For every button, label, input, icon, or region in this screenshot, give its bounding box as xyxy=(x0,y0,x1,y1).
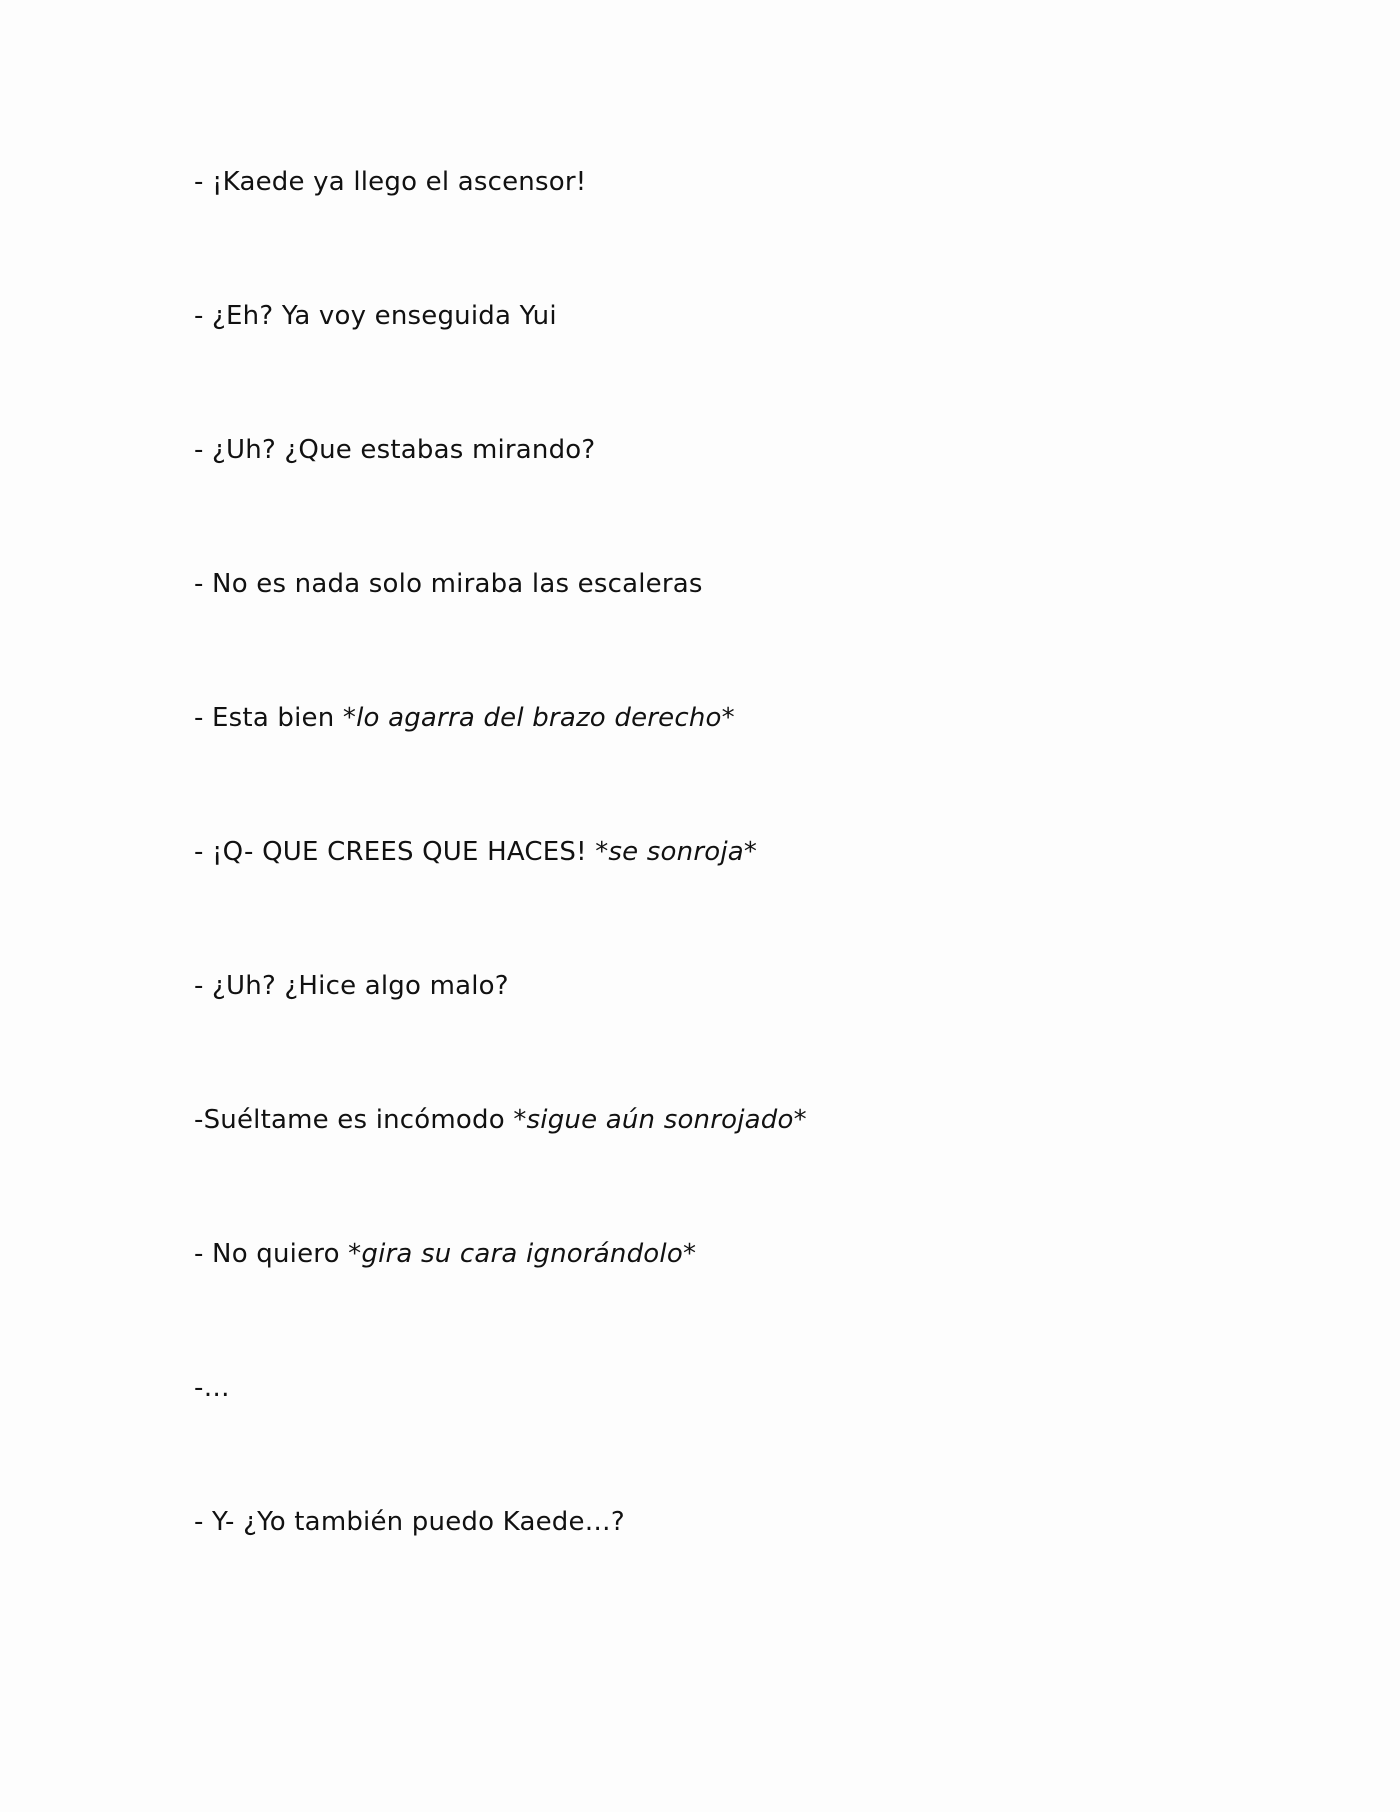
dialogue-line xyxy=(194,299,557,333)
stage-direction: *se sonroja* xyxy=(595,837,758,867)
dialogue-speech: -… xyxy=(194,1373,230,1403)
dialogue-line xyxy=(194,433,595,467)
dialogue-line xyxy=(194,969,509,1003)
stage-direction: *lo agarra del brazo derecho* xyxy=(342,703,735,733)
dialogue-speech: - No es nada solo miraba las escaleras xyxy=(194,569,703,599)
stage-direction: *sigue aún sonrojado* xyxy=(513,1105,807,1135)
dialogue-line xyxy=(194,835,757,869)
dialogue-line xyxy=(194,1237,696,1271)
stage-direction: *gira su cara ignorándolo* xyxy=(348,1239,697,1269)
dialogue-speech: - No quiero xyxy=(194,1239,349,1269)
dialogue-speech: - Esta bien xyxy=(194,703,343,733)
dialogue-speech: -Suéltame es incómodo xyxy=(194,1105,514,1135)
dialogue-speech: - ¿Uh? ¿Hice algo malo? xyxy=(194,971,509,1001)
dialogue-line xyxy=(194,1103,807,1137)
dialogue-speech: - ¡Kaede ya llego el ascensor! xyxy=(194,167,587,197)
dialogue-line xyxy=(194,701,735,735)
dialogue-speech: - Y- ¿Yo también puedo Kaede…? xyxy=(194,1507,625,1537)
dialogue-line xyxy=(194,165,586,199)
dialogue-line xyxy=(194,1371,230,1405)
dialogue-line xyxy=(194,567,703,601)
dialogue-line xyxy=(194,1505,625,1539)
dialogue-speech: - ¡Q- QUE CREES QUE HACES! xyxy=(194,837,596,867)
dialogue-speech: - ¿Uh? ¿Que estabas mirando? xyxy=(194,435,596,465)
dialogue-speech: - ¿Eh? Ya voy enseguida Yui xyxy=(194,301,557,331)
